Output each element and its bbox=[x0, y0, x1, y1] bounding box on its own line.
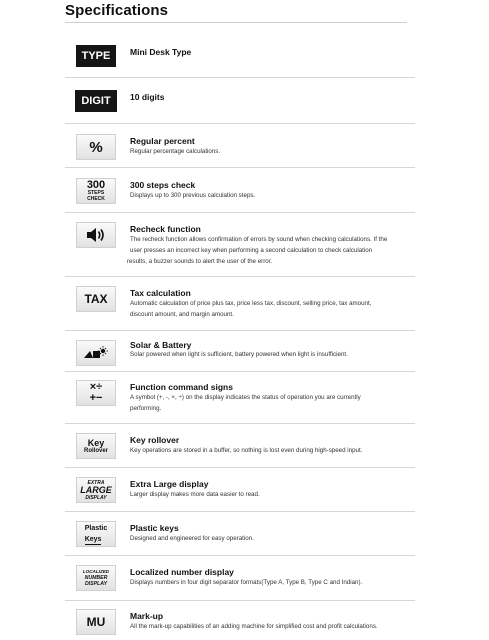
steps-check-icon: 300 STEPS CHECK bbox=[76, 178, 116, 204]
digit-badge-icon: DIGIT bbox=[75, 90, 117, 112]
operation-signs-icon: ×÷ +− bbox=[76, 380, 116, 406]
item-title: Solar & Battery bbox=[130, 340, 192, 350]
percent-icon: % bbox=[76, 134, 116, 160]
item-title: Plastic keys bbox=[130, 523, 179, 533]
extra-large-display-icon: EXTRA LARGE DISPLAY bbox=[76, 477, 116, 503]
divider bbox=[65, 371, 415, 372]
item-title: Extra Large display bbox=[130, 479, 209, 489]
item-title: Tax calculation bbox=[130, 288, 191, 298]
item-title: Key rollover bbox=[130, 435, 180, 445]
markup-icon: MU bbox=[76, 609, 116, 635]
title-divider bbox=[65, 22, 407, 23]
item-title: 10 digits bbox=[130, 92, 165, 102]
divider bbox=[65, 123, 415, 124]
divider bbox=[65, 212, 415, 213]
tax-icon: TAX bbox=[76, 286, 116, 312]
item-title: 300 steps check bbox=[130, 180, 196, 190]
item-title: Regular percent bbox=[130, 136, 195, 146]
item-title: Mark-up bbox=[130, 611, 164, 621]
item-title: Localized number display bbox=[130, 567, 234, 577]
item-title: Function command signs bbox=[130, 382, 233, 392]
item-title: Recheck function bbox=[130, 224, 201, 234]
divider bbox=[65, 511, 415, 512]
divider bbox=[65, 330, 415, 331]
speaker-icon bbox=[76, 222, 116, 248]
divider bbox=[65, 555, 415, 556]
item-title: Mini Desk Type bbox=[130, 47, 192, 57]
divider bbox=[65, 167, 415, 168]
item-description: The recheck function allows confirmation of errors by sound when checking calculations. If the user presses an incorrect key when performing a second calculation to check calculation results, a buzzer sounds to alert the user of the error. bbox=[127, 236, 388, 265]
plastic-keys-icon: Plastic Keys bbox=[76, 521, 116, 547]
divider bbox=[65, 423, 415, 424]
divider bbox=[65, 276, 415, 277]
item-description: All the mark-up capabilities of an adding machine for simplified cost and profit calculations. bbox=[130, 623, 378, 630]
divider bbox=[65, 600, 415, 601]
item-description: Displays up to 300 previous calculation steps. bbox=[130, 192, 256, 199]
solar-battery-icon bbox=[76, 340, 116, 366]
item-description: Designed and engineered for easy operation. bbox=[130, 535, 254, 542]
item-description: Regular percentage calculations. bbox=[130, 148, 221, 155]
page-title: Specifications bbox=[65, 2, 169, 19]
type-badge-icon: TYPE bbox=[76, 45, 116, 67]
item-description: Larger display makes more data easier to read. bbox=[130, 491, 260, 498]
item-description: Automatic calculation of price plus tax, price less tax, discount, selling price, tax amount, discount amount, and margin amount. bbox=[130, 300, 372, 318]
divider bbox=[65, 467, 415, 468]
key-rollover-icon: Key Rollover bbox=[76, 433, 116, 459]
item-description: Solar powered when light is sufficient, battery powered when light is insufficient. bbox=[130, 351, 348, 358]
item-description: Displays numbers in four digit separator formats(Type A, Type B, Type C and Indian). bbox=[130, 579, 363, 586]
item-description: Key operations are stored in a buffer, so nothing is lost even during high-speed input. bbox=[130, 447, 363, 454]
localized-number-display-icon: LOCALIZED NUMBER DISPLAY bbox=[76, 565, 116, 591]
item-description: A symbol (+, -, ×, ÷) on the display indicates the status of operation you are currently performing. bbox=[130, 394, 361, 412]
divider bbox=[65, 77, 415, 78]
